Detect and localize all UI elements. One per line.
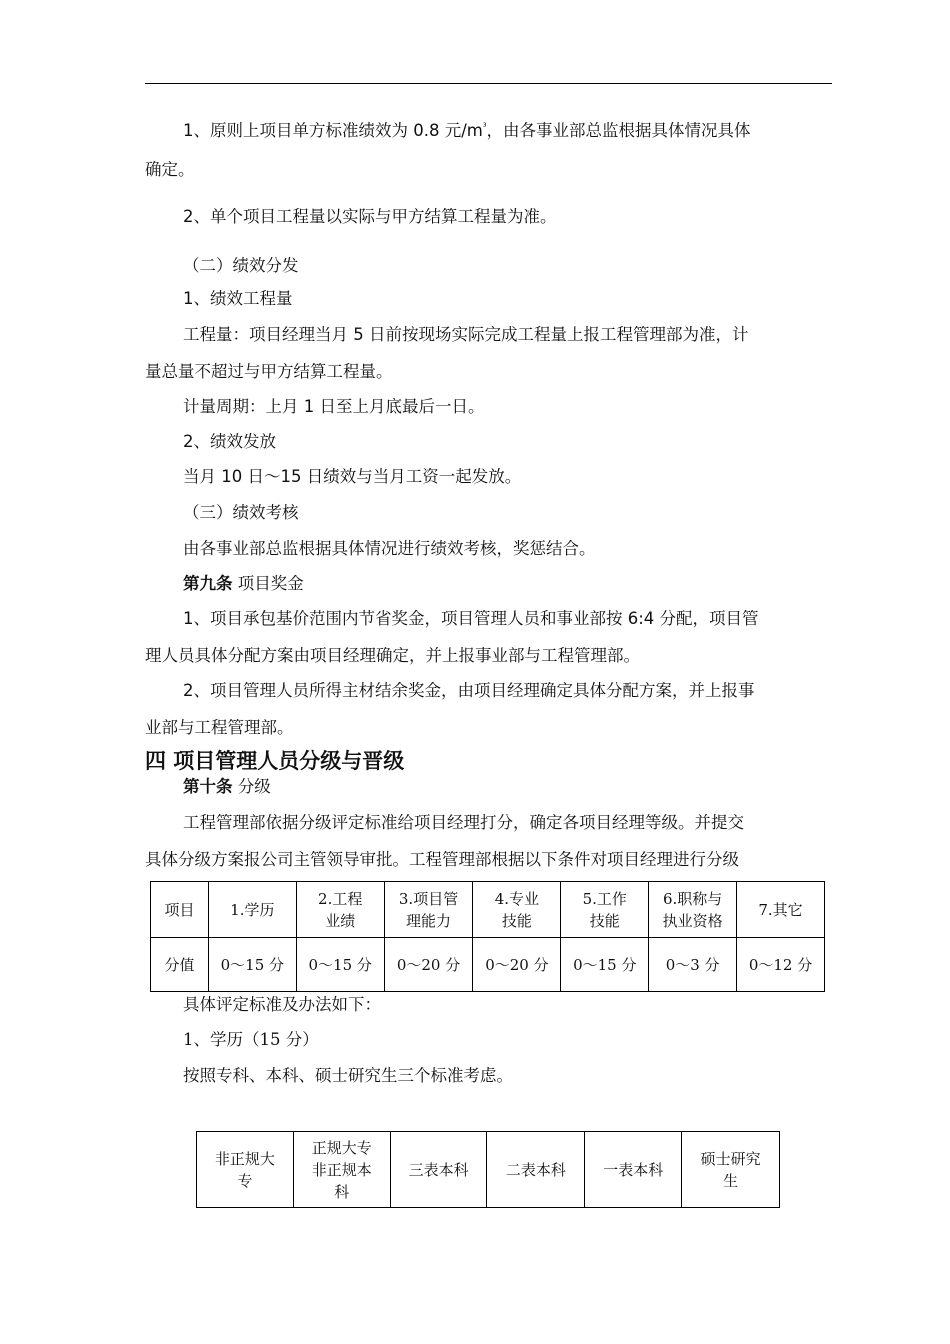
table-cell: 0～20 分 bbox=[384, 938, 473, 992]
table-row bbox=[197, 1132, 780, 1208]
section-2-item-2-text: 当月 10 日～15 日绩效与当月工资一起发放。 bbox=[183, 467, 522, 486]
table-cell: 6.职称与 执业资格 bbox=[649, 882, 737, 938]
article-10-line-1: 工程管理部依据分级评定标准给项目经理打分，确定各项目经理等级。并提交 bbox=[183, 813, 744, 832]
education-title: 1、学历（15 分） bbox=[183, 1030, 319, 1049]
article-9-item-2-line-1: 2、项目管理人员所得主材结余奖金，由项目经理确定具体分配方案，并上报事 bbox=[183, 681, 755, 700]
section-2-item-1: 1、绩效工程量 bbox=[183, 289, 293, 308]
section-2-item-1-line-2: 量总量不超过与甲方结算工程量。 bbox=[145, 362, 393, 381]
paragraph-1-line-1 bbox=[183, 119, 873, 143]
article-9-number: 第九条 bbox=[183, 574, 233, 593]
table-cell: 分值 bbox=[151, 938, 209, 992]
article-9-item-2-line-2: 业部与工程管理部。 bbox=[145, 718, 294, 737]
text-p1b: ，由各事业部总监根据具体情况具体 bbox=[486, 121, 751, 140]
article-10-line-2: 具体分级方案报公司主管领导审批。工程管理部根据以下条件对项目经理进行分级 bbox=[145, 850, 739, 869]
education-levels-table bbox=[196, 1131, 780, 1208]
article-9-item-1-line-2: 理人员具体分配方案由项目经理确定，并上报事业部与工程管理部。 bbox=[145, 646, 640, 665]
section-2-period: 计量周期：上月 1 日至上月底最后一日。 bbox=[183, 397, 485, 416]
article-9-heading bbox=[183, 572, 873, 596]
section-2-item-1-line-1: 工程量：项目经理当月 5 日前按现场实际完成工程量上报工程管理部为准，计 bbox=[183, 325, 749, 344]
paragraph-1-line-2: 确定。 bbox=[145, 160, 195, 179]
paragraph-2: 2、单个项目工程量以实际与甲方结算工程量为准。 bbox=[183, 207, 557, 226]
text-p1a: 1、原则上项目单方标准绩效为 0.8 元/m bbox=[183, 121, 483, 140]
article-10-title: 分级 bbox=[232, 777, 271, 796]
chapter-4-heading: 四 项目管理人员分级与晋级 bbox=[145, 749, 405, 773]
table-cell: 0～3 分 bbox=[649, 938, 737, 992]
article-9-item-1-line-1: 1、项目承包基价范围内节省奖金，项目管理人员和事业部按 6:4 分配，项目管 bbox=[183, 609, 759, 628]
table-cell: 0～15 分 bbox=[208, 938, 296, 992]
table-cell: 4.专业 技能 bbox=[473, 882, 561, 938]
table-cell: 非正规大 专 bbox=[197, 1132, 294, 1208]
table-cell: 1.学历 bbox=[208, 882, 296, 938]
table-cell: 2.工程 业绩 bbox=[296, 882, 384, 938]
education-description: 按照专科、本科、硕士研究生三个标准考虑。 bbox=[183, 1066, 513, 1085]
table-cell: 三表本科 bbox=[390, 1132, 487, 1208]
criteria-intro: 具体评定标准及办法如下： bbox=[183, 995, 381, 1014]
table-cell: 二表本科 bbox=[487, 1132, 585, 1208]
section-3-text: 由各事业部总监根据具体情况进行绩效考核，奖惩结合。 bbox=[183, 539, 596, 558]
superscript-3: ³ bbox=[482, 122, 487, 133]
article-9-title: 项目奖金 bbox=[232, 574, 304, 593]
table-cell: 0～20 分 bbox=[473, 938, 561, 992]
table-cell: 3.项目管 理能力 bbox=[384, 882, 473, 938]
header-rule bbox=[145, 83, 832, 84]
table-cell: 正规大专 非正规本 科 bbox=[293, 1132, 390, 1208]
table-cell: 项目 bbox=[151, 882, 209, 938]
table-cell: 0～12 分 bbox=[737, 938, 825, 992]
table-cell: 硕士研究 生 bbox=[682, 1132, 780, 1208]
table-cell: 7.其它 bbox=[737, 882, 825, 938]
section-2-title: （二）绩效分发 bbox=[183, 256, 299, 275]
table-cell: 0～15 分 bbox=[561, 938, 649, 992]
section-2-item-2: 2、绩效发放 bbox=[183, 432, 276, 451]
article-10-heading bbox=[183, 775, 873, 799]
article-10-number: 第十条 bbox=[183, 777, 233, 796]
table-cell: 5.工作 技能 bbox=[561, 882, 649, 938]
table-cell: 0～15 分 bbox=[296, 938, 384, 992]
table-row bbox=[151, 938, 825, 992]
table-header-row bbox=[151, 882, 825, 938]
grading-criteria-table bbox=[150, 881, 825, 992]
table-cell: 一表本科 bbox=[585, 1132, 682, 1208]
section-3-title: （三）绩效考核 bbox=[183, 503, 299, 522]
